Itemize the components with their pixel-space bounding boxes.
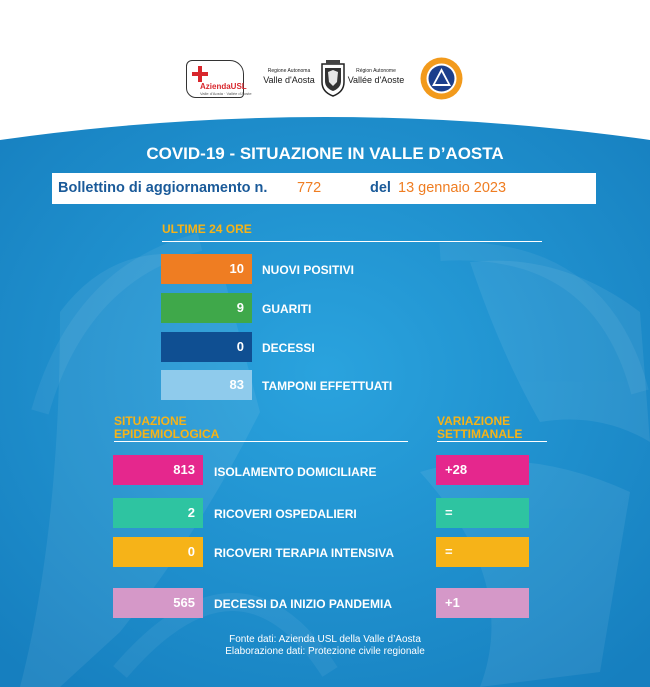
azienda-usl-logo [186,60,252,98]
region-big-text: Vallée d'Aoste [347,75,405,85]
last24-divider [162,241,542,242]
bulletin-del-label: del [370,180,391,196]
usl-logo-name: AziendaUSL [200,82,247,91]
data-source [0,634,650,658]
variation-divider [437,441,547,442]
stat-tests-value: 83 [161,370,252,400]
stat-deaths-value: 0 [161,332,252,362]
region-logo-text [346,68,406,94]
stat-recovered-value: 9 [161,293,252,323]
stat-tests-label: TAMPONI EFFETTUATI [262,379,393,393]
bulletin-bar [52,173,596,204]
bulletin-date: 13 gennaio 2023 [398,180,507,196]
variation-heading-line1: VARIAZIONE [437,414,511,428]
total-deaths-label: DECESSI DA INIZIO PANDEMIA [214,597,393,611]
situation-heading [114,415,219,441]
regional-crest-icon [320,60,346,98]
page-title: COVID-19 - SITUAZIONE IN VALLE D’AOSTA [146,144,504,163]
last24-heading: ULTIME 24 ORE [162,222,252,236]
source-line2: Elaborazione dati: Protezione civile regionale [225,646,425,657]
isolation-label: ISOLAMENTO DOMICILIARE [214,465,377,479]
situation-divider [114,441,408,442]
situation-heading-line2: EPIDEMIOLOGICA [114,427,220,441]
usl-logo-subtitle: Valle d'Aosta · Vallée d'Aoste [200,91,252,96]
intensive-care-label: RICOVERI TERAPIA INTENSIVA [214,546,395,560]
bulletin-number: 772 [297,180,322,196]
hospitalized-label: RICOVERI OSPEDALIERI [214,507,357,521]
stat-new-positives-label: NUOVI POSITIVI [262,263,355,277]
region-small-text: Région Autonome [356,68,396,74]
bulletin-label: Bollettino di aggiornamento n. [58,180,268,196]
protezione-civile-icon [419,56,464,101]
intensive-care-value: 0 [113,537,203,567]
red-cross-icon [192,66,208,82]
source-line1: Fonte dati: Azienda USL della Valle d’Aosta [229,634,421,645]
variation-heading [437,415,522,441]
stat-recovered-label: GUARITI [262,302,312,316]
situation-heading-line1: SITUAZIONE [114,414,187,428]
isolation-variation: +28 [436,455,529,485]
total-deaths-variation: +1 [436,588,529,618]
stat-deaths-label: DECESSI [262,341,315,355]
hospitalized-value: 2 [113,498,203,528]
hospitalized-variation: = [436,498,529,528]
isolation-value: 813 [113,455,203,485]
total-deaths-value: 565 [113,588,203,618]
intensive-care-variation: = [436,537,529,567]
regione-small-text: Regione Autonoma [267,68,311,74]
regione-big-text: Valle d'Aosta [263,75,315,85]
variation-heading-line2: SETTIMANALE [437,427,523,441]
stat-new-positives-value: 10 [161,254,252,284]
logo-strip [0,0,650,112]
regione-logo-text [259,68,319,94]
